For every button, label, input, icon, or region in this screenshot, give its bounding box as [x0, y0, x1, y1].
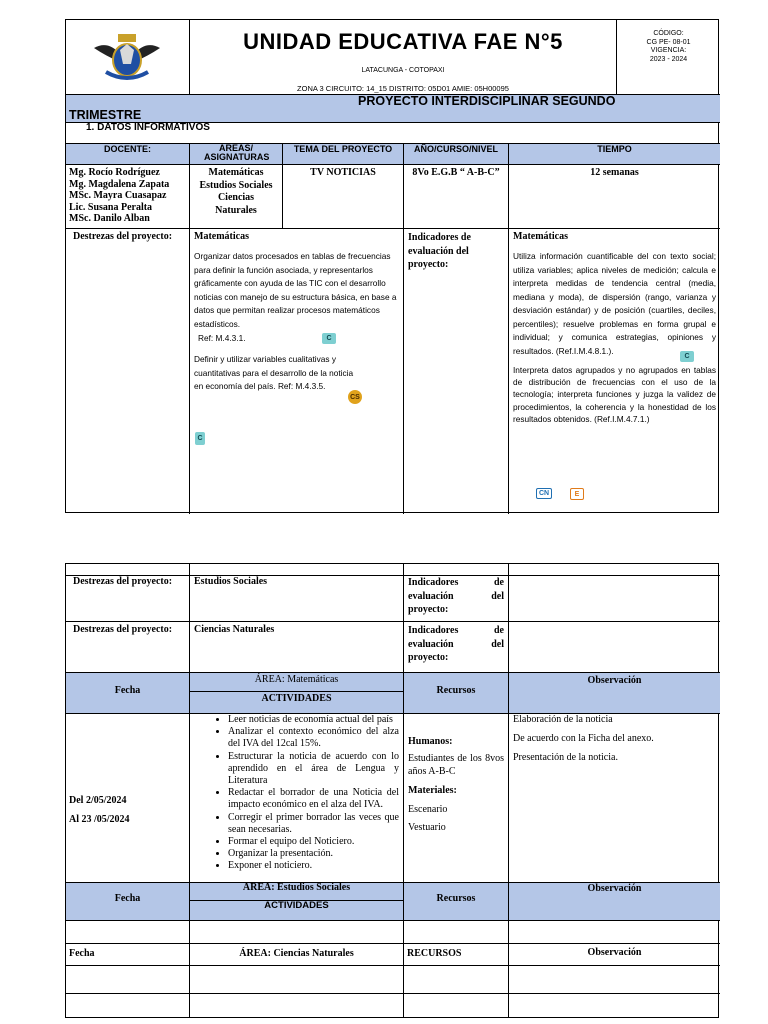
humans-label: Humanos: — [408, 736, 453, 747]
code-value: CG PE- 08-01 — [646, 38, 691, 46]
math-indicators-cell — [509, 229, 720, 514]
plan-table — [65, 563, 719, 1018]
skills-label: Destrezas del proyecto: — [66, 229, 190, 514]
indicators-label: Indicadores de evaluación del proyecto: — [404, 229, 509, 514]
school-name: UNIDAD EDUCATIVA FAE N°5 — [243, 29, 563, 54]
social-area-title: ÁREA: Estudios Sociales — [242, 883, 351, 893]
header-time: TIEMPO — [509, 144, 720, 165]
activities-title: ACTIVIDADES — [264, 900, 329, 911]
math-area-title: ÁREA: Matemáticas — [254, 674, 339, 685]
list-item: • Analizar el contexto económico del alza del IVA del 12cal 15%. — [228, 726, 399, 750]
resources-header: Recursos — [404, 673, 509, 714]
empty-cell — [404, 564, 509, 576]
activities-title: ACTIVIDADES — [261, 693, 332, 704]
empty-cell — [404, 994, 509, 1018]
info-table — [65, 19, 719, 513]
header-course: AÑO/CURSO/NIVEL — [404, 144, 509, 165]
header-areas: ÁREAS/ ASIGNATURAS — [190, 144, 283, 165]
course-cell: 8Vo E.G.B “ A-B-C” — [404, 165, 509, 229]
project-title-line1: PROYECTO INTERDISCIPLINAR SEGUNDO — [358, 95, 616, 108]
teachers-cell — [66, 165, 190, 229]
math-indicators-title: Matemáticas — [513, 231, 568, 242]
section-title: 1. DATOS INFORMATIVOS — [86, 123, 210, 133]
project-title-line2: TRIMESTRE — [69, 108, 142, 122]
competence-c-icon: C — [680, 351, 694, 362]
observation-item: Presentación de la noticia. — [513, 752, 618, 763]
school-title-cell — [190, 20, 617, 95]
teacher-name: Mg. Magdalena Zapata — [69, 178, 170, 190]
observation-item: De acuerdo con la Ficha del anexo. — [513, 733, 654, 744]
date-header: Fecha — [66, 883, 190, 921]
humans-text: Estudiantes de los 8vos años A-B-C — [408, 753, 504, 777]
list-item: • Exponer el noticiero. — [228, 860, 399, 872]
resources-header: Recursos — [404, 883, 509, 921]
skills-label: Destrezas del proyecto: — [66, 576, 190, 622]
empty-cell — [190, 994, 404, 1018]
observation-header: Observación — [509, 944, 720, 994]
observation-header: Observación — [509, 883, 720, 921]
header-docente: DOCENTE: — [66, 144, 190, 165]
teacher-name: MSc. Danilo Alban — [69, 213, 150, 224]
area-name: Naturales — [215, 204, 257, 216]
teacher-name: Lic. Susana Peralta — [69, 201, 153, 213]
math-indicator-1: Utiliza información cuantificable del con texto social; utiliza variables; aplica niveles de medición; calcula e interpreta medidas de tendencia central (media, mediana y moda), de dispersión (rango, varianza y desviación estándar) y de posición (cuartiles, deciles, percentiles); resuelve problemas en forma grupal e individual; y comunica estrategias, opiniones y resultados. (Ref.I.M.4.8.1.). — [513, 251, 716, 356]
code-cell — [617, 20, 720, 95]
list-item: • Organizar la presentación. — [228, 848, 399, 860]
materials-label: Materiales: — [408, 785, 457, 796]
empty-cell — [509, 921, 720, 944]
school-logo-icon — [92, 28, 162, 83]
science-skills-cell: Ciencias Naturales — [190, 622, 404, 673]
math-indicator-2: Interpreta datos agrupados y no agrupados en tablas de distribución de frecuencias con el uso de la tecnología; interpreta funciones y juzga la validez de procedimientos, la coherencia y la honestidad de los resultados obtenidos. (Ref.I.M.4.7.1.) — [513, 365, 716, 424]
time-cell: 12 semanas — [509, 165, 720, 229]
divider — [190, 691, 403, 692]
observation-item: Elaboración de la noticia — [513, 714, 613, 725]
date-to: Al 23 /05/2024 — [69, 814, 130, 825]
project-title-band — [66, 95, 720, 123]
date-range-cell — [66, 714, 190, 883]
competence-c-icon: C — [322, 333, 336, 344]
competence-cn-icon: CN — [536, 488, 552, 499]
empty-cell — [66, 921, 190, 944]
area-name: Estudios Sociales — [199, 179, 273, 191]
empty-cell — [66, 564, 190, 576]
math-ref-1: Ref: M.4.3.1. — [198, 333, 246, 343]
list-item: • Formar el equipo del Noticiero. — [228, 836, 399, 848]
activity-list — [210, 714, 399, 873]
social-area-header — [190, 883, 404, 921]
list-item: • Leer noticias de economía actual del país — [228, 714, 399, 726]
social-indicators-cell — [509, 576, 720, 622]
competence-cs-icon: CS — [348, 390, 362, 404]
area-name: Matemáticas — [208, 167, 264, 178]
school-location: LATACUNGA - COTOPAXI — [361, 67, 445, 74]
math-skill-2: Definir y utilizar variables cualitativas y cuantitativas para el desarrollo de la noticia en economía del país. Ref: M.4.3.5. — [194, 354, 354, 391]
resources-header: RECURSOS — [404, 944, 509, 994]
empty-cell — [509, 564, 720, 576]
observation-header: Observación — [509, 673, 720, 714]
date-header: Fecha — [66, 673, 190, 714]
areas-cell — [190, 165, 283, 229]
section-title-row — [66, 123, 720, 144]
indicators-label: Indicadores de evaluación del proyecto: — [404, 576, 509, 622]
math-skills-title: Matemáticas — [194, 231, 249, 242]
math-skill-1: Organizar datos procesados en tablas de frecuencias para definir la función asociada, y representarlos gráficamente con ayuda de las TIC con el desarrollo noticias con manejo de su estructura básica, en base a datos que permitan realizar procesos matemáticos estadísticos. — [194, 251, 397, 329]
skills-label: Destrezas del proyecto: — [66, 622, 190, 673]
math-skills-cell — [190, 229, 404, 514]
science-indicators-cell — [509, 622, 720, 673]
activities-cell — [190, 714, 404, 883]
social-skills-cell: Estudios Sociales — [190, 576, 404, 622]
date-header: Fecha — [66, 944, 190, 994]
competence-c-icon: C — [195, 432, 205, 445]
empty-cell — [404, 921, 509, 944]
empty-cell — [190, 921, 404, 944]
teacher-name: MSc. Mayra Cuasapaz — [69, 190, 167, 201]
validity-value: 2023 - 2024 — [649, 55, 688, 63]
list-item: • Estructurar la noticia de acuerdo con lo aprendido en el área de Lengua y Literatura — [228, 751, 399, 788]
empty-cell — [509, 994, 720, 1018]
competence-e-icon: E — [570, 488, 584, 500]
list-item: • Redactar el borrador de una Noticia del impacto económico en el alza del IVA. — [228, 787, 399, 811]
science-area-title: ÁREA: Ciencias Naturales — [190, 944, 404, 994]
list-item: • Corregir el primer borrador las veces que sean necesarias. — [228, 812, 399, 836]
area-name: Ciencias — [217, 192, 255, 203]
teacher-name: Mg. Rocío Rodríguez — [69, 167, 160, 178]
topic-cell: TV NOTICIAS — [283, 165, 404, 229]
divider — [66, 965, 720, 966]
code-label: CÓDIGO: — [653, 30, 684, 37]
validity-label: VIGENCIA: — [650, 47, 687, 54]
logo-cell — [66, 20, 190, 95]
math-area-header — [190, 673, 404, 714]
material-item: Vestuario — [408, 822, 446, 833]
empty-cell — [190, 564, 404, 576]
header-topic: TEMA DEL PROYECTO — [283, 144, 404, 165]
date-from: Del 2/05/2024 — [69, 795, 127, 806]
school-zone: ZONA 3 CIRCUITO: 14_15 DISTRITO: 05D01 AMIE: 05H00095 — [297, 84, 509, 93]
observations-cell — [509, 714, 720, 883]
resources-cell — [404, 714, 509, 883]
indicators-label: Indicadores de evaluación del proyecto: — [404, 622, 509, 673]
empty-cell — [66, 994, 190, 1018]
material-item: Escenario — [408, 804, 448, 815]
